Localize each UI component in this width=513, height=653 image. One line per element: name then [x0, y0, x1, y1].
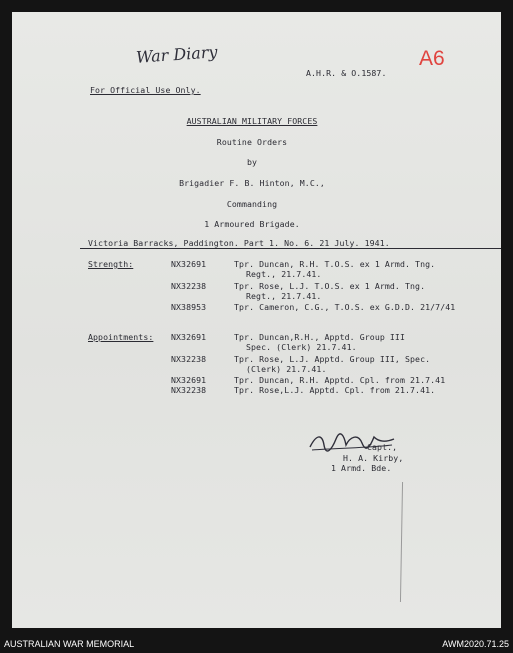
appointment-entry-1-line-2: Spec. (Clerk) 21.7.41.	[246, 342, 357, 352]
appointment-entry-2-line-2: (Clerk) 21.7.41.	[246, 364, 327, 374]
dateline: Victoria Barracks, Paddington. Part 1. No. 6. 21 July. 1941.	[88, 238, 390, 248]
strength-entry-1-number: NX32691	[171, 259, 207, 269]
strength-entry-2-line-2: Regt., 21.7.41.	[246, 291, 322, 301]
folio-mark: A6	[419, 47, 445, 70]
signature-unit: 1 Armd. Bde.	[331, 463, 392, 473]
appointment-entry-1-number: NX32691	[171, 332, 207, 342]
appointment-entry-1-line-1: Tpr. Duncan,R.H., Apptd. Group III	[234, 332, 405, 342]
pencil-mark	[400, 482, 403, 602]
appointment-entry-2-number: NX32238	[171, 354, 207, 364]
title-line-6: 1 Armoured Brigade.	[204, 219, 300, 229]
official-use-line: For Official Use Only.	[90, 85, 201, 95]
appointment-entry-4-line-1: Tpr. Rose,L.J. Apptd. Cpl. from 21.7.41.	[234, 385, 436, 395]
title-line-4: Brigadier F. B. Hinton, M.C.,	[179, 178, 325, 188]
strength-entry-1-line-2: Regt., 21.7.41.	[246, 269, 322, 279]
strength-entry-2-number: NX32238	[171, 281, 207, 291]
strength-entry-3-line-1: Tpr. Cameron, C.G., T.O.S. ex G.D.D. 21/7/41	[234, 302, 456, 312]
document-page	[12, 12, 501, 628]
horizontal-rule	[80, 248, 501, 249]
strength-heading: Strength:	[88, 259, 134, 269]
title-line-1: AUSTRALIAN MILITARY FORCES	[186, 116, 318, 126]
title-line-5: Commanding	[226, 199, 278, 209]
strength-entry-3-number: NX38953	[171, 302, 207, 312]
footer-institution: AUSTRALIAN WAR MEMORIAL	[4, 639, 135, 649]
appointment-entry-3-line-1: Tpr. Duncan, R.H. Apptd. Cpl. from 21.7.41	[234, 375, 446, 385]
signature-name: H. A. Kirby,	[343, 453, 404, 463]
footer-accession-number: AWM2020.71.25	[442, 639, 509, 649]
strength-entry-1-line-1: Tpr. Duncan, R.H. T.O.S. ex 1 Armd. Tng.	[234, 259, 436, 269]
appointment-entry-3-number: NX32691	[171, 375, 207, 385]
strength-entry-2-line-1: Tpr. Rose, L.J. T.O.S. ex 1 Armd. Tng.	[234, 281, 426, 291]
appointment-entry-4-number: NX32238	[171, 385, 207, 395]
appointments-heading: Appointments:	[88, 332, 154, 342]
title-line-3: by	[246, 157, 258, 167]
appointment-entry-2-line-1: Tpr. Rose, L.J. Apptd. Group III, Spec.	[234, 354, 431, 364]
handwritten-war-diary-note: War Diary	[135, 42, 219, 67]
title-line-2: Routine Orders	[216, 137, 288, 147]
reference-number: A.H.R. & O.1587.	[306, 68, 387, 78]
signature-rank: Capt.,	[367, 442, 398, 452]
